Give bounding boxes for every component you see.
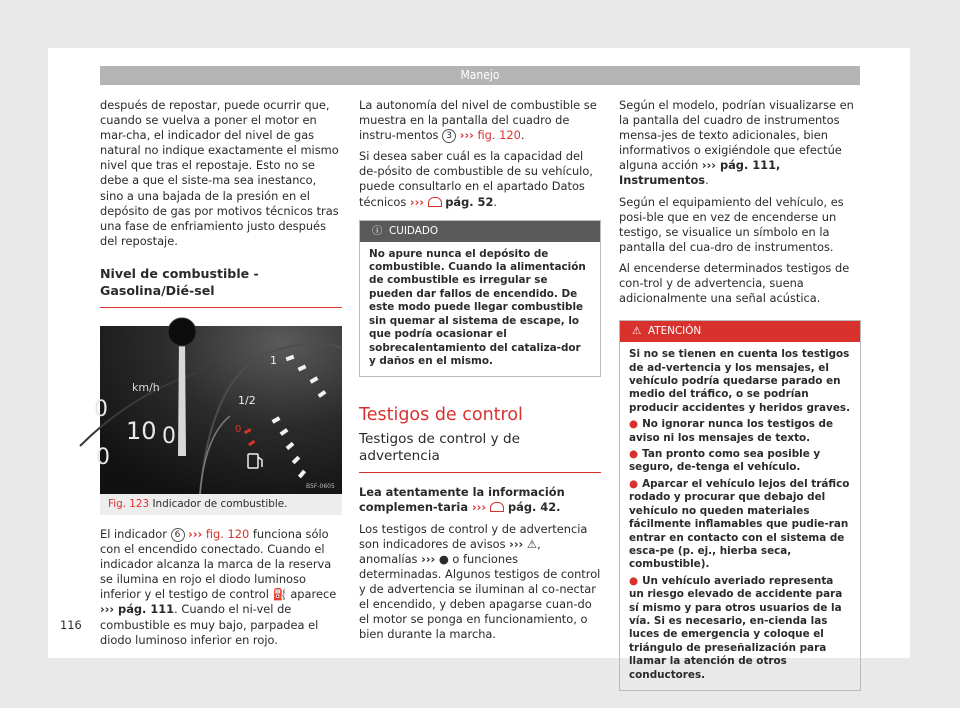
svg-text:0: 0 — [162, 423, 176, 449]
svg-text:0: 0 — [235, 423, 242, 435]
speed-ten-label: 10 — [126, 416, 157, 445]
caption-text: Indicador de combustible. — [152, 497, 288, 510]
paragraph: El indicador 6 ››› fig. 120 funciona sólo con el encendido conectado. Cuando el indicador alcanza la marca de la reserva se ilumina en rojo el diodo luminoso inferior y el testigo de control ⛽ aparece ››› pág. 111. Cuando el ni-vel de combustible es muy bajo, parpadea el diodo luminoso inferior en rojo. — [100, 526, 337, 647]
bullet-icon: ● — [629, 448, 639, 461]
warning-triangle-icon: ⚠ — [526, 536, 538, 551]
lead-paragraph: Lea atentamente la información complemen-taria ››› pág. 42. — [359, 485, 565, 515]
paragraph: Al encenderse determinados testigos de con-trol y de advertencia, suena adicionalmente una señal acústica. — [619, 260, 850, 306]
fuel-gauge-figure — [94, 326, 342, 494]
figure-link[interactable]: fig. 120 — [205, 526, 250, 541]
callout-number: 6 — [171, 528, 185, 542]
warning-triangle-icon: ⚠ — [632, 325, 642, 338]
bullet-icon: ● — [629, 477, 639, 490]
page-number: 116 — [60, 618, 82, 632]
list-item: ● No ignorar nunca los testigos de aviso ni los mensajes de texto. — [629, 418, 834, 444]
unit-label: km/h — [132, 380, 160, 394]
info-circle-icon: ● — [438, 551, 449, 566]
info-icon: ⓘ — [372, 224, 383, 237]
paragraph: Según el equipamiento del vehículo, es posi-ble que en vez de encenderse un testigo, se visualice un símbolo en la pantalla del cua-dro de instrumentos. — [619, 194, 844, 254]
fuel-pump-icon: ⛽ — [272, 587, 287, 602]
book-icon — [490, 502, 504, 512]
warning-body — [620, 342, 860, 690]
page-link[interactable]: ››› pág. 111 — [100, 602, 175, 617]
subsection-heading: Testigos de control y de advertencia — [359, 431, 601, 473]
section-header-bar — [100, 66, 860, 85]
caption-number: Fig. 123 — [108, 497, 150, 510]
subsection-heading: Nivel de combustible - Gasolina/Dié-sel — [100, 265, 342, 308]
book-icon — [428, 197, 442, 207]
page-link[interactable]: ››› pág. 111, Instrumentos — [619, 158, 781, 188]
figure-link[interactable]: fig. 120 — [477, 128, 521, 143]
section-title: Manejo — [460, 68, 500, 82]
list-item: ● Un vehículo averiado representa un riesgo elevado de accidente para sí mismo y para otros usuarios de la vía. Si es necesario, en-cienda las luces de emergencia y coloque el triángulo de preseñalización para llamar la atención de otros conductores. — [629, 574, 843, 681]
page-link[interactable]: pág. 52 — [445, 194, 494, 209]
bullet-icon: ● — [629, 574, 639, 587]
paragraph: Según el modelo, podrían visualizarse en la pantalla del cuadro de instrumentos mensa-jes de texto adicionales, bien informativos o exigiéndole que efectúe alguna acción ››› pág. 111, Instrumentos. — [619, 98, 854, 188]
caution-text: No apure nunca el depósito de combustible. Cuando la alimentación de combustible es irregular se pueden dar fallos de encendido. De este modo puede llegar combustible sin quemar al sistema de escape, lo que podría ocasionar el sobrecalentamiento del cataliza-dor y daños en el mismo. — [369, 247, 586, 367]
bullet-icon: ● — [629, 418, 639, 431]
column-right — [619, 98, 861, 691]
page-link[interactable]: pág. 42 — [508, 500, 557, 515]
paragraph: La autonomía del nivel de combustible se muestra en la pantalla del cuadro de instru-mentos 3 ››› fig. 120. — [359, 98, 597, 143]
paragraph: Los testigos de control y de advertencia son indicadores de avisos ››› ⚠, anomalías ››› ● o funciones determinadas. Algunos testigos de control y de advertencia se iluminan al co-nectar el encendido, y deben apagarse cuan-do el motor se ponga en funcionamiento, o bien durante la marcha. — [359, 521, 601, 642]
column-middle — [359, 98, 601, 648]
gauge-full-label: 1 — [270, 353, 277, 367]
caution-box — [359, 220, 601, 378]
section-heading: Testigos de control — [359, 405, 523, 426]
fuel-gauge-image — [94, 326, 342, 494]
figure-code: B5F-0605 — [306, 482, 335, 490]
svg-text:0: 0 — [96, 444, 110, 470]
figure-caption — [100, 494, 342, 515]
paragraph: después de repostar, puede ocurrir que, cuando se vuelva a poner el motor en mar-cha, el indicador del nivel de gas natural no indique exactamente el mismo nivel que tras el repostaje. Esto no se debe a que el siste-ma sea inestanco, sino a una bajada de la presión en el depósito de gas por motivos técnicos tras una fase de enfriamiento justo después del repostaje. — [100, 98, 339, 248]
paragraph: Si desea saber cuál es la capacidad del de-pósito de combustible de su vehículo, puede consultarlo en el apartado Datos técnicos ››› pág. 52. — [359, 149, 593, 209]
warning-box — [619, 320, 861, 691]
warning-header: ⚠ ATENCIÓN — [620, 321, 860, 342]
list-item: ● Tan pronto como sea posible y seguro, de-tenga el vehículo. — [629, 448, 821, 474]
callout-number: 3 — [442, 129, 456, 143]
column-left — [94, 98, 342, 654]
warning-intro: Si no se tienen en cuenta los testigos de ad-vertencia y los mensajes, el vehículo podría quedarse parado en medio del tráfico, o se podrían producir accidentes y heridos graves. — [629, 348, 851, 414]
caution-header: ⓘ CUIDADO — [360, 221, 600, 242]
list-item: ● Aparcar el vehículo lejos del tráfico rodado y procurar que debajo del vehículo no queden materiales fácilmente inflamables que pudie-ran entrar en contacto con el sistema de esca-pe (p. ej., hierba seca, combustible). — [629, 477, 850, 571]
gauge-half-label: 1/2 — [238, 393, 256, 407]
svg-text:0: 0 — [94, 396, 108, 422]
